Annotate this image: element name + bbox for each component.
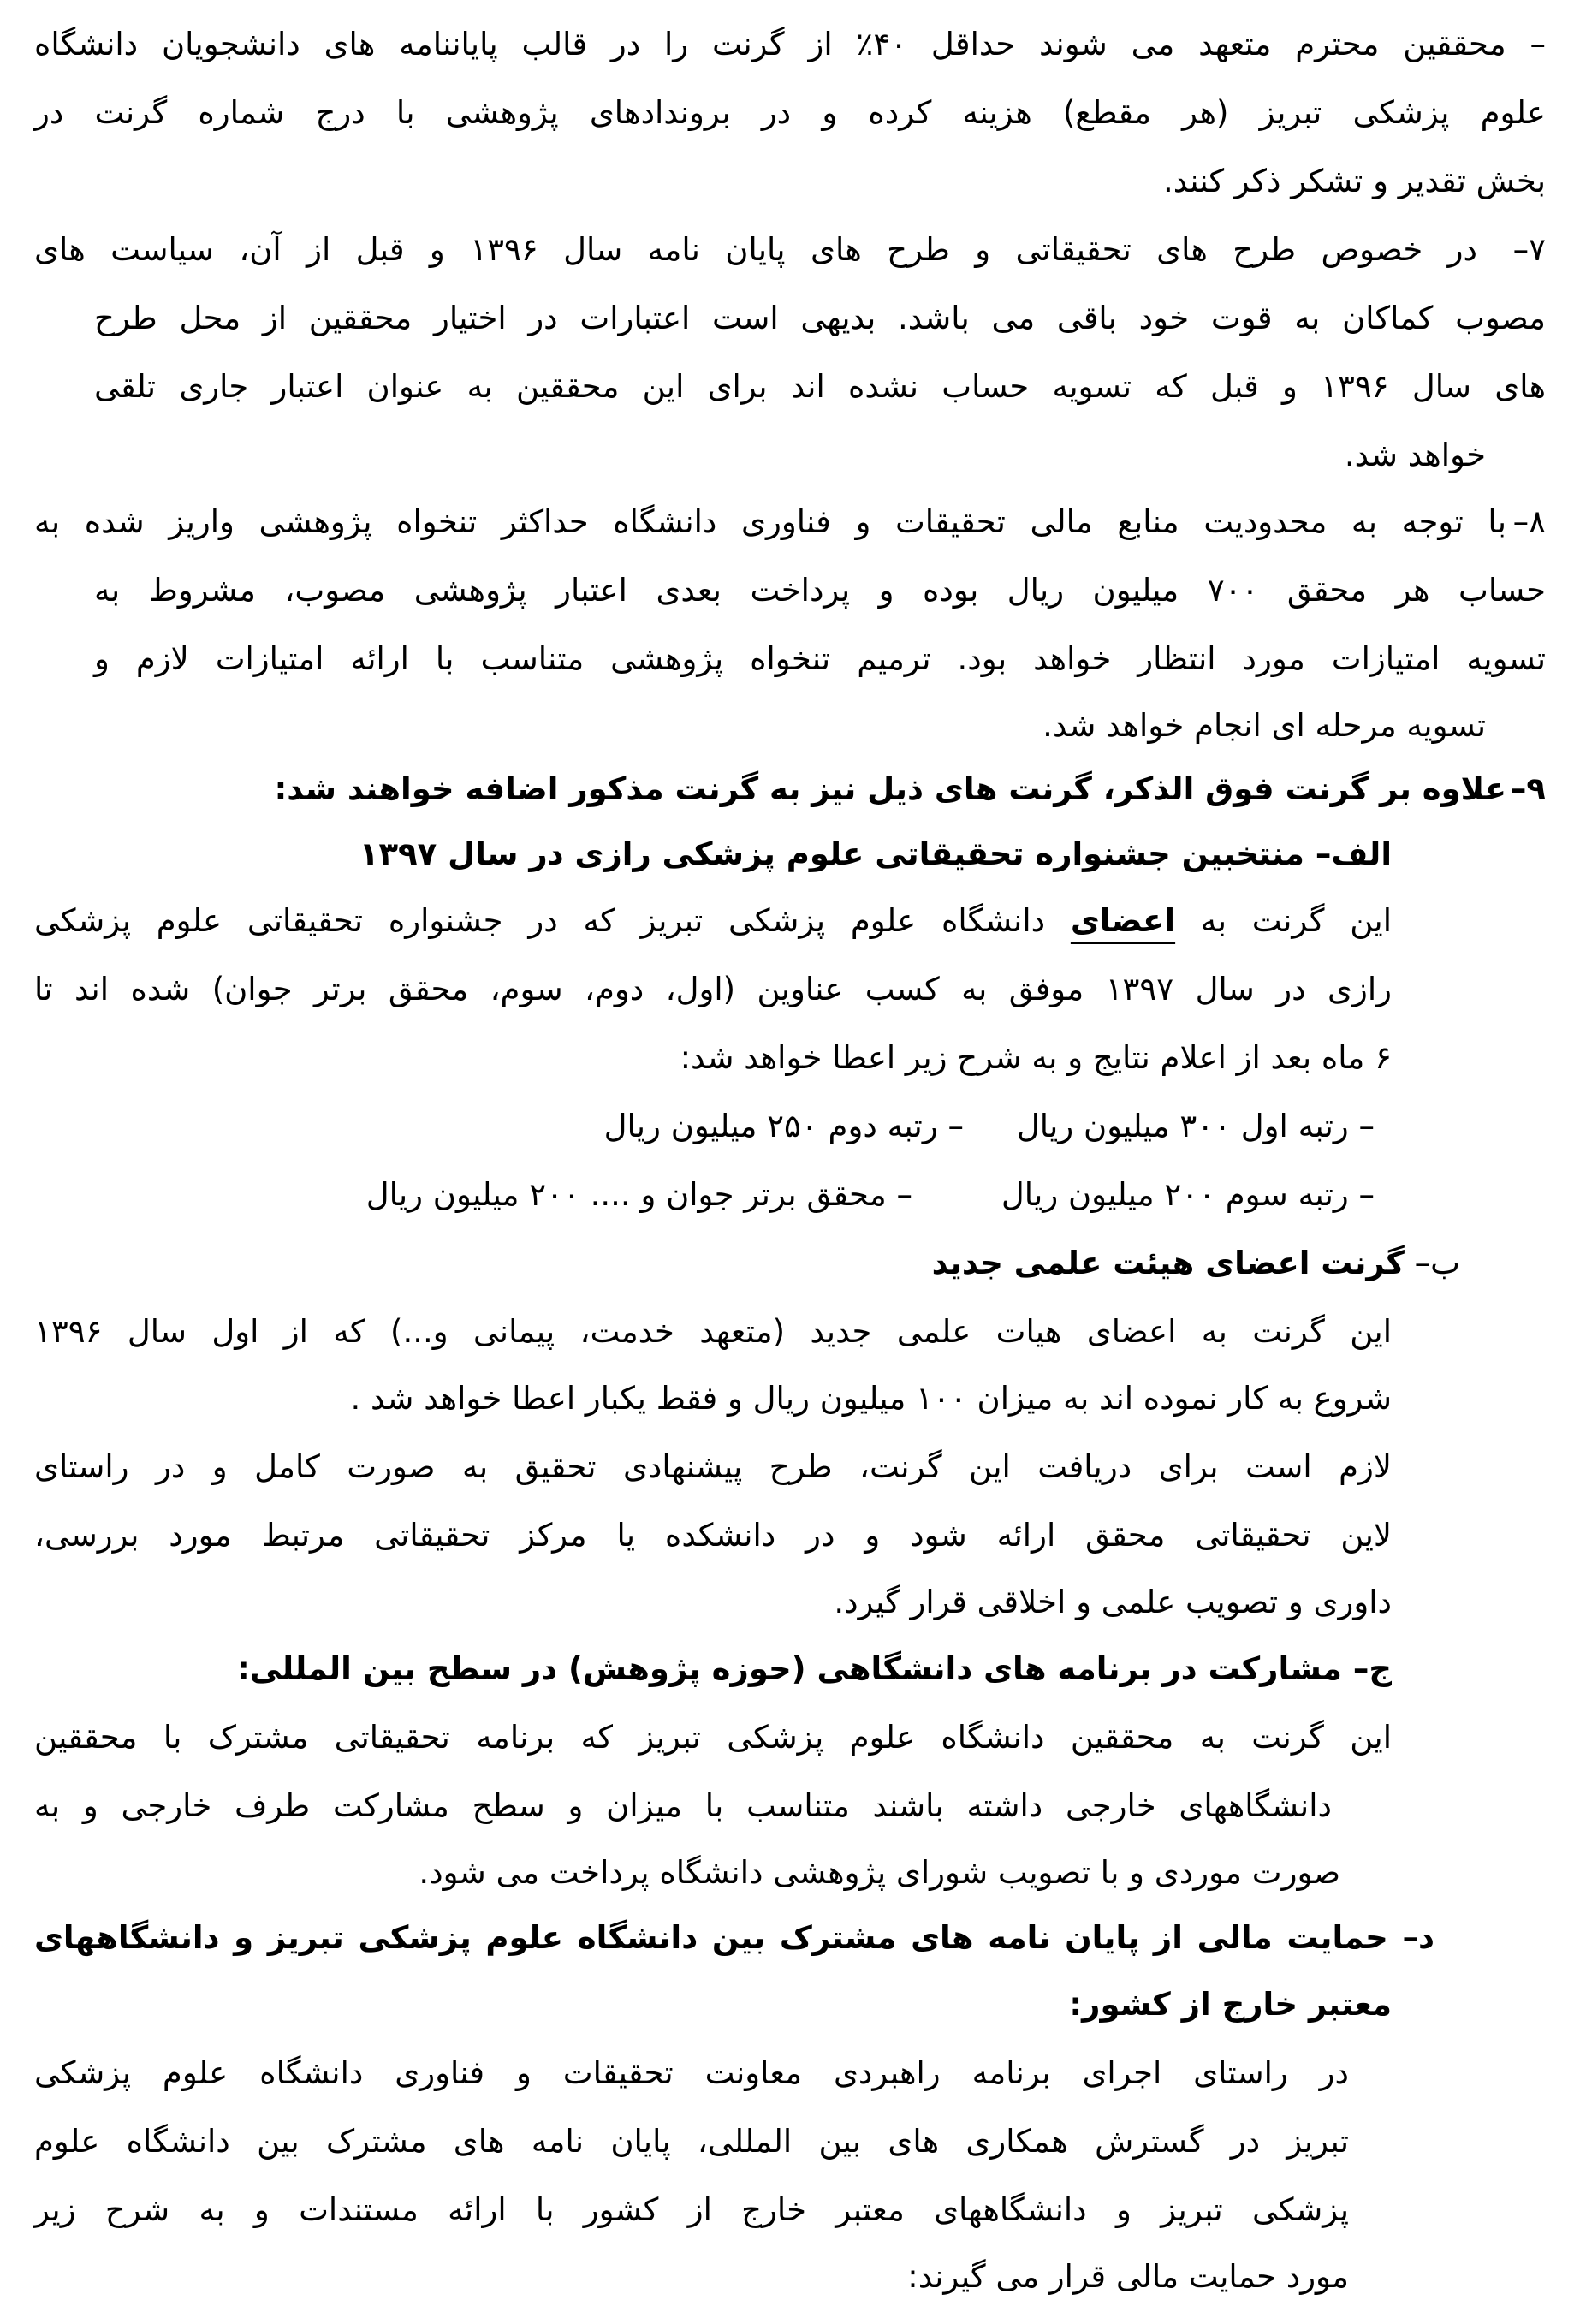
text-span: دانشگاه علوم پزشکی تبریز که در جشنواره تحقیقاتی علوم پزشکی [34,902,1071,939]
item-8-line: تسویه مرحله ای انجام خواهد شد. [1042,707,1486,744]
section-be-line: داوری و تصویب علمی و اخلاقی قرار گیرد. [834,1584,1392,1620]
underlined-members-word: اعضای [1070,902,1176,939]
text-span: این گرنت به [1175,902,1392,939]
section-dal-label: د– [1402,1919,1434,1956]
section-be-line: این گرنت به اعضای هیات علمی جدید (متعهد خدمت، پیمانی و...) که از اول سال ۱۳۹۶ [34,1313,1392,1350]
section-be-title-text: گرنت اعضای هیئت علمی جدید [931,1245,1405,1281]
award-item-third: – رتبه سوم ۲۰۰ میلیون ریال [1001,1176,1375,1213]
section-jim-line: این گرنت به محققین دانشگاه علوم پزشکی تبریز که برنامه تحقیقاتی مشترک با محققین [34,1719,1392,1756]
section-be-line: لاین تحقیقاتی محقق ارائه شود و در دانشکده یا مرکز تحقیقاتی مرتبط مورد بررسی، [34,1517,1392,1554]
item-7-line: مصوب کماکان به قوت خود باقی می باشد. بدیهی است اعتبارات در اختیار محققین از محل طرح [94,300,1546,336]
section-be-line: شروع به کار نموده اند به میزان ۱۰۰ میلیون ریال و فقط یکبار اعطا خواهد شد . [350,1380,1392,1417]
section-be-label: ب– [1414,1245,1460,1281]
section-dal-line: تبریز در گسترش همکاری های بین المللی، پایان نامه های مشترک بین دانشگاه علوم [34,2123,1349,2160]
paragraph-line: علوم پزشکی تبریز (هر مقطع) هزینه کرده و در بروندادهای پژوهشی با درج شماره گرنت در [34,94,1546,131]
section-jim-title-text: مشارکت در برنامه های دانشگاهی (حوزه پژوهش) در سطح بین المللی: [237,1650,1342,1687]
item-8-line: حساب هر محقق ۷۰۰ میلیون ریال بوده و پرداخت بعدی اعتبار پژوهشی مصوب، مشروط به [94,572,1546,609]
section-dal-title [34,1912,1434,1964]
item-7-line: های سال ۱۳۹۶ و قبل که تسویه حساب نشده اند برای این محققین به عنوان اعتبار جاری تلقی [94,368,1546,405]
section-jim-label: ج– [1352,1650,1392,1687]
award-item-first: – رتبه اول ۳۰۰ میلیون ریال [1016,1108,1375,1144]
section-jim-line: صورت موردی و با تصویب شورای پژوهشی دانشگاه پرداخت می شود. [419,1854,1340,1891]
item-9-heading: علاوه بر گرنت فوق الذکر، گرنت های ذیل نیز به گرنت مذکور اضافه خواهند شد: [274,770,1506,807]
section-alef-label: الف– [1315,835,1392,872]
item-8-line: با توجه به محدودیت منابع مالی تحقیقات و فناوری دانشگاه حداکثر تنخواه پژوهشی واریز شده به [34,503,1506,540]
section-be-title [932,1238,1460,1289]
paragraph-line: – محققین محترم متعهد می شوند حداقل ۴۰٪ از گرنت را در قالب پایاننامه های دانشجویان دانشگاه [34,26,1547,62]
item-8-line: تسویه امتیازات مورد انتظار خواهد بود. ترمیم تنخواه پژوهشی متناسب با ارائه امتیازات لازم و [94,640,1546,677]
section-jim-title [237,1643,1392,1695]
section-dal-title-text: حمایت مالی از پایان نامه های مشترک بین دانشگاه علوم پزشکی تبریز و دانشگاههای [34,1919,1388,1956]
section-be-line: لازم است برای دریافت این گرنت، طرح پیشنهادی تحقیق به صورت کامل و در راستای [34,1448,1392,1485]
item-7-line: در خصوص طرح های تحقیقاتی و طرح های پایان نامه سال ۱۳۹۶ و قبل از آن، سیاست های [34,231,1477,268]
item-7-line: خواهد شد. [1344,437,1486,473]
section-dal-line: پزشکی تبریز و دانشگاههای معتبر خارج از کشور با ارائه مستندات و به شرح زیر [34,2191,1349,2228]
section-alef-line: ۶ ماه بعد از اعلام نتایج و به شرح زیر اعطا خواهد شد: [680,1039,1392,1076]
section-jim-line: دانشگاههای خارجی داشته باشند متناسب با میزان و سطح مشارکت طرف خارجی و به [34,1787,1332,1824]
item-9-number: ۹– [1510,770,1546,807]
award-item-young: – محقق برتر جوان و .... ۲۰۰ میلیون ریال [365,1176,912,1213]
section-alef-title-text: منتخبین جشنواره تحقیقاتی علوم پزشکی رازی در سال ۱۳۹۷ [359,835,1304,872]
item-8-number: ۸– [1512,503,1546,540]
section-alef-title [359,829,1392,880]
paragraph-line: بخش تقدیر و تشکر ذکر کنند. [1163,163,1546,199]
section-dal-title-line2: معتبر خارج از کشور: [1069,1986,1392,2023]
section-dal-line: مورد حمایت مالی قرار می گیرند: [907,2258,1349,2295]
item-7-number: ۷– [1512,231,1546,268]
section-alef-line: رازی در سال ۱۳۹۷ موفق به کسب عناوین (اول، دوم، سوم، محقق برتر جوان) شده اند تا [34,971,1392,1007]
section-dal-line: در راستای اجرای برنامه راهبردی معاونت تحقیقات و فناوری دانشگاه علوم پزشکی [34,2054,1349,2091]
award-item-second: – رتبه دوم ۲۵۰ میلیون ریال [603,1108,964,1144]
section-alef-line [34,895,1392,947]
